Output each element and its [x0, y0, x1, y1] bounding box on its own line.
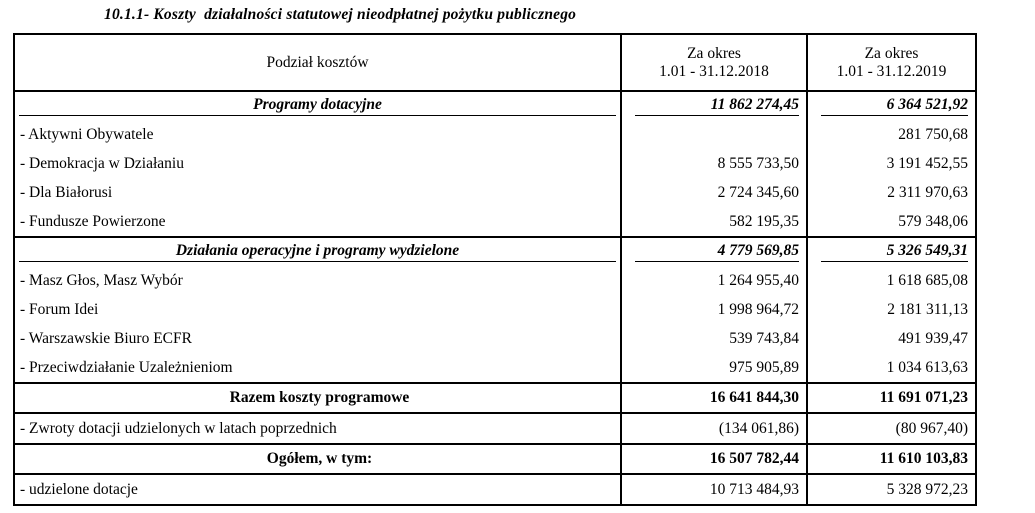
period-label-2018: Za okres: [687, 44, 741, 62]
period-range-2019: 1.01 - 31.12.2019: [836, 62, 947, 80]
table-row: [14, 353, 976, 383]
column-header-period-2018: [621, 34, 807, 91]
value-2019: 5 328 972,23: [807, 474, 976, 505]
table-row: [14, 324, 976, 353]
value-2018: 975 905,89: [621, 353, 807, 383]
value-2019: 1 034 613,63: [807, 353, 976, 383]
value-2018: 582 195,35: [621, 207, 807, 237]
value-2018: 4 779 569,85: [621, 237, 807, 266]
table-row: [14, 413, 976, 444]
row-label: - Aktywni Obywatele: [20, 125, 154, 143]
row-label: - Forum Idei: [20, 300, 99, 318]
row-label: - Demokracja w Działaniu: [20, 154, 184, 172]
table-row: [14, 295, 976, 324]
value-2019: 1 618 685,08: [807, 266, 976, 295]
value-2018: 539 743,84: [621, 324, 807, 353]
period-label-2019: Za okres: [864, 44, 919, 62]
value-2018: 8 555 733,50: [621, 149, 807, 178]
column-header-period-2019: [807, 34, 976, 91]
row-label: - Masz Głos, Masz Wybór: [20, 271, 183, 289]
value-2019: 11 691 071,23: [807, 383, 976, 413]
row-label: - Dla Białorusi: [20, 183, 113, 201]
table-row: [14, 383, 976, 413]
row-label: - Fundusze Powierzone: [20, 212, 166, 230]
row-label: - udzielone dotacje: [20, 480, 138, 498]
value-2019: 11 610 103,83: [807, 444, 976, 474]
table-row: [14, 266, 976, 295]
value-2018: [621, 120, 807, 149]
value-2018: 1 264 955,40: [621, 266, 807, 295]
value-2019: 5 326 549,31: [807, 237, 976, 266]
row-label: Działania operacyjne i programy wydzielone: [14, 237, 621, 266]
table-header-row: [14, 34, 976, 91]
costs-table-body: [14, 34, 976, 505]
column-header-podzial-kosztow: Podział kosztów: [14, 34, 621, 91]
value-2018: 1 998 964,72: [621, 295, 807, 324]
value-2019: 579 348,06: [807, 207, 976, 237]
period-range-2018: 1.01 - 31.12.2018: [659, 62, 769, 80]
section-title: 10.1.1- Koszty działalności statutowej nieodpłatnej pożytku publicznego: [104, 6, 577, 23]
table-row: [14, 120, 976, 149]
row-label: Ogółem, w tym:: [14, 444, 621, 474]
table-row: [14, 207, 976, 237]
value-2019: 2 181 311,13: [807, 295, 976, 324]
value-2018: 16 641 844,30: [621, 383, 807, 413]
table-row: [14, 178, 976, 207]
row-label: - Przeciwdziałanie Uzależnieniom: [20, 358, 233, 376]
value-2018: 10 713 484,93: [621, 474, 807, 505]
table-row: [14, 91, 976, 120]
costs-table: [13, 33, 977, 506]
value-2019: (80 967,40): [807, 413, 976, 444]
row-label: Programy dotacyjne: [14, 91, 621, 120]
value-2019: 281 750,68: [807, 120, 976, 149]
row-label: - Warszawskie Biuro ECFR: [20, 329, 192, 347]
value-2019: 2 311 970,63: [807, 178, 976, 207]
table-row: [14, 444, 976, 474]
value-2018: 2 724 345,60: [621, 178, 807, 207]
row-label: - Zwroty dotacji udzielonych w latach poprzednich: [20, 419, 337, 437]
table-row: [14, 149, 976, 178]
value-2019: 6 364 521,92: [807, 91, 976, 120]
table-row: [14, 237, 976, 266]
value-2018: 11 862 274,45: [621, 91, 807, 120]
table-row: [14, 474, 976, 505]
value-2019: 3 191 452,55: [807, 149, 976, 178]
value-2019: 491 939,47: [807, 324, 976, 353]
value-2018: (134 061,86): [621, 413, 807, 444]
value-2018: 16 507 782,44: [621, 444, 807, 474]
row-label: Razem koszty programowe: [14, 383, 621, 413]
